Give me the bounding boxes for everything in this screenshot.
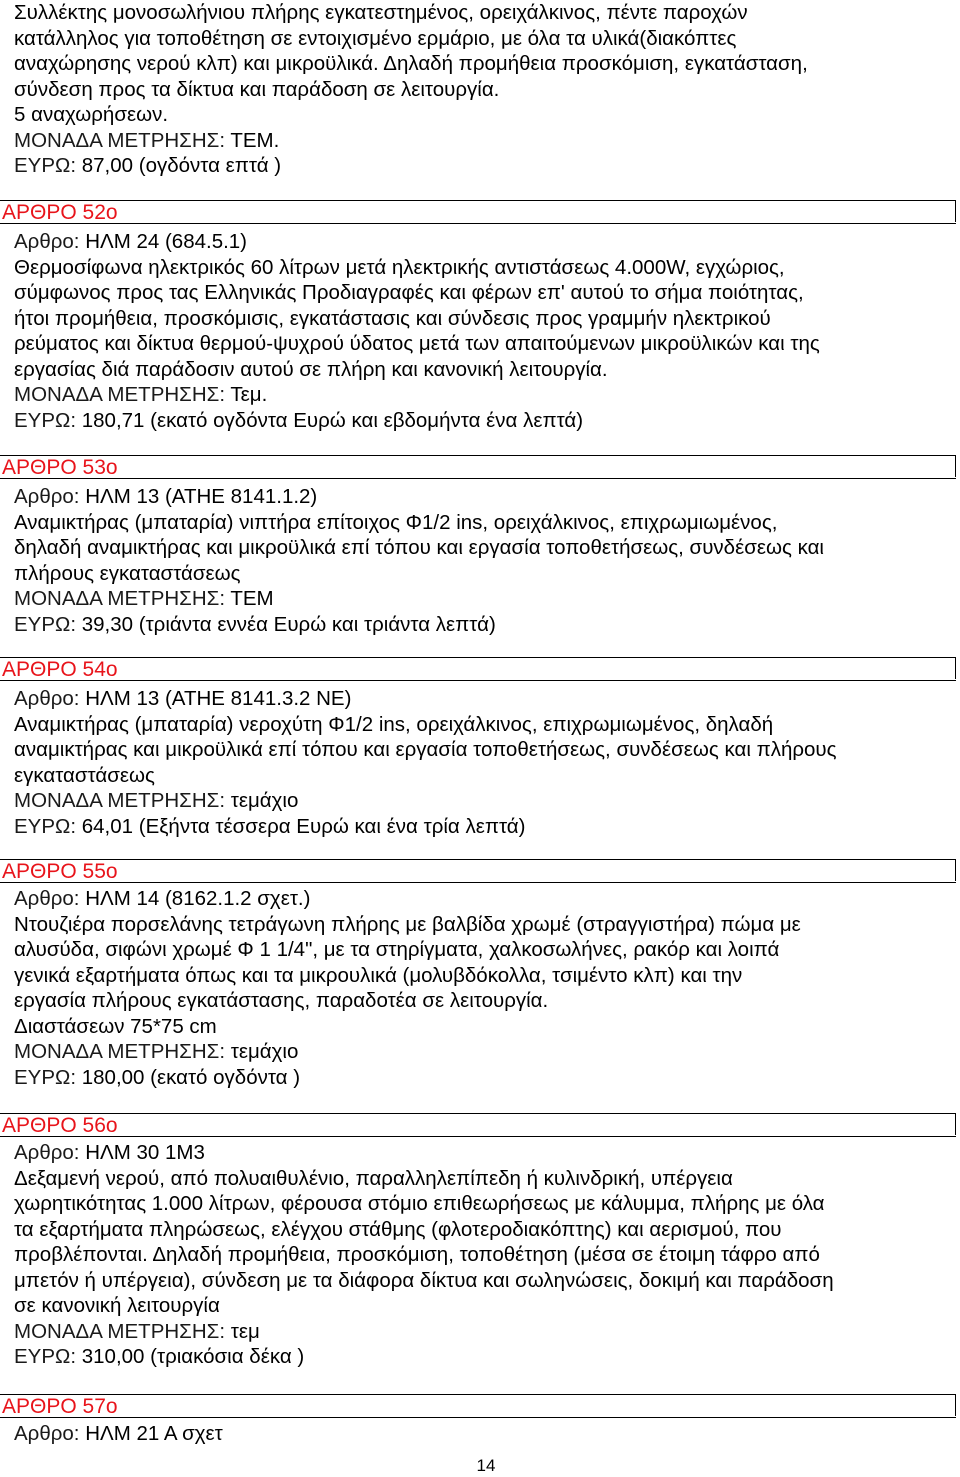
code-value: ΗΛΜ 14 (8162.1.2 σχετ.) [79, 887, 311, 910]
code-line [14, 886, 949, 912]
description-line: εγκαταστάσεως [14, 763, 155, 787]
intro-line: σύνδεση προς τα δίκτυα και παράδοση σε λειτουργία. [14, 77, 500, 101]
description-line: σε κανονική λειτουργία [14, 1294, 220, 1317]
unit-label: ΜΟΝΑΔΑ ΜΕΤΡΗΣΗΣ: [14, 1040, 226, 1063]
price-value: 64,01 (Εξήντα τέσσερα Ευρώ και ένα τρία λεπτά) [76, 814, 526, 838]
price-value: 180,00 (εκατό ογδόντα ) [76, 1065, 301, 1089]
article-heading-57 [0, 1394, 956, 1416]
description-line: ρεύματος και δίκτυα θερμού-ψυχρού ύδατος μετά των απαιτούμενων μικροϋλικών και της [14, 332, 820, 355]
description-line: Αναμικτήρας (μπαταρία) νιπτήρα επίτοιχος Φ1/2 ins, ορειχάλκινος, επιχρωμιωμένος, [14, 510, 778, 534]
price-label: ΕΥΡΩ: [14, 1345, 77, 1368]
code-line [14, 1140, 949, 1166]
article-title: ΑΡΘΡΟ 56ο [2, 1114, 118, 1137]
heading-rule [0, 680, 956, 681]
code-label: Αρθρο: [14, 887, 80, 910]
intro-block [14, 0, 944, 179]
article-title: ΑΡΘΡΟ 52ο [2, 201, 118, 224]
heading-rule [0, 223, 956, 224]
description-line: Ντουζιέρα πορσελάνης τετράγωνη πλήρης με βαλβίδα χρωμέ (στραγγιστήρα) πώμα με [14, 912, 801, 936]
price-value: 87,00 (ογδόντα επτά ) [76, 154, 282, 177]
unit-label: ΜΟΝΑΔΑ ΜΕΤΡΗΣΗΣ: [14, 789, 226, 812]
price-label: ΕΥΡΩ: [14, 154, 77, 177]
article-body-52 [14, 229, 949, 433]
unit-line [14, 128, 944, 154]
unit-label: ΜΟΝΑΔΑ ΜΕΤΡΗΣΗΣ: [14, 128, 226, 152]
intro-line: κατάλληλος για τοποθέτηση σε εντοιχισμένο ερμάριο, με όλα τα υλικά(διακόπτες [14, 26, 737, 50]
code-label: Αρθρο: [14, 1141, 80, 1164]
intro-line: Συλλέκτης μονοσωλήνιου πλήρης εγκατεστημένος, ορειχάλκινος, πέντε παροχών [14, 1, 748, 24]
article-heading-55 [0, 859, 956, 881]
article-heading-52 [0, 200, 956, 222]
article-title: ΑΡΘΡΟ 54ο [2, 658, 118, 681]
code-label: Αρθρο: [14, 687, 80, 710]
code-label: Αρθρο: [14, 230, 80, 253]
description-line: Θερμοσίφωνα ηλεκτρικός 60 λίτρων μετά ηλεκτρικής αντιστάσεως 4.000W, εγχώριος, [14, 255, 785, 279]
unit-label: ΜΟΝΑΔΑ ΜΕΤΡΗΣΗΣ: [14, 383, 226, 406]
description-line: Δεξαμενή νερού, από πολυαιθυλένιο, παραλληλεπίπεδη ή κυλινδρική, υπέργεια [14, 1166, 733, 1190]
unit-value: τεμάχιο [225, 789, 299, 812]
price-line [14, 1065, 949, 1091]
description-line: ήτοι προμήθεια, προσκόμισις, εγκατάστασις και σύνδεσις προς γραμμήν ηλεκτρικού [14, 306, 771, 330]
unit-value: τεμάχιο [225, 1040, 299, 1063]
price-line [14, 408, 949, 434]
code-line [14, 484, 949, 510]
unit-line [14, 586, 949, 612]
heading-rule [0, 1136, 956, 1137]
code-value: ΗΛΜ 24 (684.5.1) [79, 230, 248, 253]
description-line: σύμφωνος προς τας Ελληνικάς Προδιαγραφές και φέρων επ' αυτού το σήμα ποιότητας, [14, 281, 804, 304]
article-title: ΑΡΘΡΟ 57ο [2, 1395, 118, 1418]
price-value: 39,30 (τριάντα εννέα Ευρώ και τριάντα λεπτά) [76, 612, 496, 636]
code-value: ΗΛΜ 30 1Μ3 [79, 1141, 205, 1164]
article-body-53 [14, 484, 949, 637]
code-value: ΗΛΜ 21 Α σχετ [79, 1422, 223, 1445]
description-line: δηλαδή αναμικτήρας και μικροϋλικά επί τόπου και εργασία τοποθετήσεως, συνδέσεως και [14, 536, 824, 559]
unit-value: τεμ [225, 1319, 260, 1343]
description-line: αλυσύδα, σιφώνι χρωμέ Φ 1 1/4", με τα στηρίγματα, χαλκοσωλήνες, ρακόρ και λοιπά [14, 938, 780, 961]
heading-rule [0, 478, 956, 479]
article-heading-54 [0, 657, 956, 679]
price-value: 310,00 (τριακόσια δέκα ) [76, 1345, 305, 1368]
unit-line [14, 1319, 949, 1345]
price-label: ΕΥΡΩ: [14, 814, 77, 838]
article-body-54 [14, 686, 949, 839]
unit-line [14, 382, 949, 408]
price-label: ΕΥΡΩ: [14, 612, 77, 636]
heading-rule [0, 882, 956, 883]
description-line: τα εξαρτήματα πληρώσεως, ελέγχου στάθμης (φλοτεροδιακόπτης) και αερισμού, που [14, 1217, 782, 1241]
unit-value: ΤΕΜ. [225, 128, 280, 152]
description-line: πλήρους εγκαταστάσεως [14, 561, 241, 585]
unit-line [14, 788, 949, 814]
code-line [14, 686, 949, 712]
price-line [14, 814, 949, 840]
code-value: ΗΛΜ 13 (ΑΤΗΕ 8141.1.2) [79, 485, 318, 508]
price-value: 180,71 (εκατό ογδόντα Ευρώ και εβδομήντα ένα λεπτά) [76, 408, 584, 432]
code-label: Αρθρο: [14, 485, 80, 508]
unit-label: ΜΟΝΑΔΑ ΜΕΤΡΗΣΗΣ: [14, 1319, 226, 1343]
description-line: Αναμικτήρας (μπαταρία) νεροχύτη Φ1/2 ins, ορειχάλκινος, επιχρωμιωμένος, δηλαδή [14, 712, 774, 736]
description-line: μπετόν ή υπέργεια), σύνδεση με τα διάφορα δίκτυα και σωληνώσεις, δοκιμή και παράδοση [14, 1268, 834, 1292]
description-line: Διαστάσεων 75*75 cm [14, 1014, 217, 1038]
description-line: αναμικτήρας και μικροϋλικά επί τόπου και εργασία τοποθετήσεως, συνδέσεως και πλήρους [14, 738, 837, 761]
page-footer [0, 1456, 960, 1476]
price-label: ΕΥΡΩ: [14, 408, 77, 432]
intro-line: αναχώρησης νερού κλπ) και μικροϋλικά. Δηλαδή προμήθεια προσκόμιση, εγκατάσταση, [14, 52, 808, 75]
code-value: ΗΛΜ 13 (ΑΤΗΕ 8141.3.2 ΝΕ) [79, 687, 352, 710]
article-title: ΑΡΘΡΟ 55ο [2, 860, 118, 883]
description-line: εργασία πλήρους εγκατάστασης, παραδοτέα σε λειτουργία. [14, 989, 549, 1012]
unit-line [14, 1039, 949, 1065]
price-line [14, 153, 944, 179]
code-line [14, 1421, 949, 1447]
page-number: 14 [476, 1456, 496, 1475]
article-title: ΑΡΘΡΟ 53ο [2, 456, 118, 479]
code-line [14, 229, 949, 255]
article-body-56 [14, 1140, 949, 1370]
description-line: εργασίας διά παράδοσιν αυτού σε πλήρη και κανονική λειτουργία. [14, 357, 608, 381]
price-line [14, 612, 949, 638]
price-label: ΕΥΡΩ: [14, 1065, 77, 1089]
unit-value: ΤΕΜ [225, 587, 274, 610]
code-label: Αρθρο: [14, 1422, 80, 1445]
description-line: προβλέπονται. Δηλαδή προμήθεια, προσκόμιση, τοποθέτηση (μέσα σε έτοιμη τάφρο από [14, 1243, 820, 1266]
article-body-57 [14, 1421, 949, 1447]
heading-rule [0, 1417, 956, 1418]
description-line: χωρητικότητας 1.000 λίτρων, φέρουσα στόμιο επιθεωρήσεως με κάλυμμα, πλήρης με όλα [14, 1192, 825, 1215]
intro-line: 5 αναχωρήσεων. [14, 103, 169, 126]
article-heading-53 [0, 455, 956, 477]
description-line: γενικά εξαρτήματα όπως και τα μικρουλικά (μολυβδόκολλα, τσιμέντο κλπ) και την [14, 963, 743, 987]
article-body-55 [14, 886, 949, 1090]
unit-label: ΜΟΝΑΔΑ ΜΕΤΡΗΣΗΣ: [14, 587, 226, 610]
unit-value: Τεμ. [225, 383, 268, 406]
price-line [14, 1344, 949, 1370]
article-heading-56 [0, 1113, 956, 1135]
